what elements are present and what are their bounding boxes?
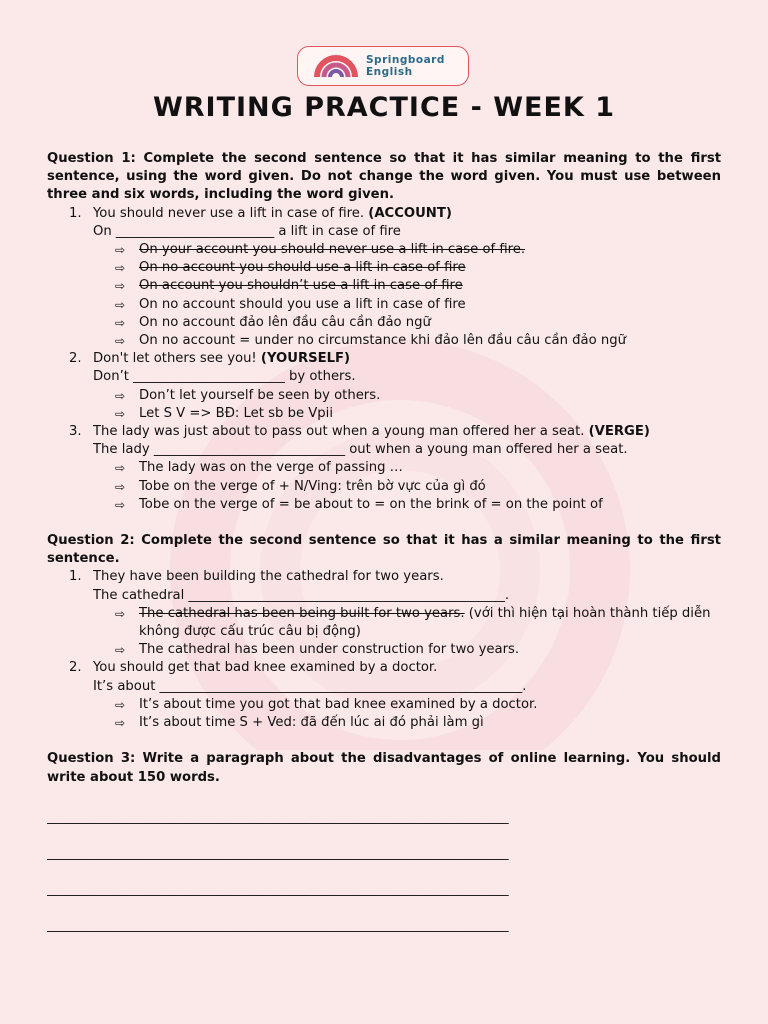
note (47, 277, 721, 295)
note-text: The lady was on the verge of passing … (139, 460, 403, 476)
item-number: 1. (69, 569, 82, 585)
item-prompt-line: Don’t _______________________ by others. (93, 369, 356, 385)
note-text: Let S V => BĐ: Let sb be Vpii (139, 405, 333, 421)
note-text: On your account you should never use a lift in case of fire. (139, 242, 526, 258)
arrow-icon: ⇨ (115, 406, 126, 421)
item-sentence: Don't let others see you! (93, 351, 257, 367)
arrow-icon: ⇨ (115, 388, 126, 403)
note (47, 478, 721, 496)
q1-item-3 (47, 423, 721, 459)
q1-item-1 (47, 205, 721, 241)
arrow-icon: ⇨ (115, 279, 126, 294)
brand-logo (297, 46, 469, 86)
item-prompt-line: It’s about _______________________________________________________. (93, 678, 527, 694)
q2-item-1 (47, 568, 721, 604)
item-sentence: You should never use a lift in case of fire. (93, 205, 365, 221)
logo-line-2: English (366, 66, 413, 78)
rainbow-logo-icon (314, 53, 358, 79)
item-number: 2. (69, 351, 82, 367)
answer-line[interactable]: ______________________________________________________________________ (47, 845, 509, 861)
note-text: It’s about time S + Ved: đã đến lúc ai đó phải làm gì (139, 715, 484, 731)
arrow-icon: ⇨ (115, 497, 126, 512)
item-prompt-line: On ________________________ a lift in case of fire (93, 223, 401, 239)
q2-item-2 (47, 659, 721, 695)
answer-line[interactable]: ______________________________________________________________________ (47, 918, 509, 934)
arrow-icon: ⇨ (115, 243, 126, 258)
note (47, 387, 721, 405)
note-text: Tobe on the verge of = be about to = on the brink of = on the point of (139, 496, 603, 512)
note-text: (với thì hiện tại hoàn thành tiếp diễn không được cấu trúc câu bị động) (139, 605, 711, 640)
note (47, 496, 721, 514)
answer-line[interactable]: ______________________________________________________________________ (47, 882, 509, 898)
logo-line-1: Springboard (366, 54, 445, 66)
note-text: On no account should you use a lift in case of fire (139, 296, 466, 312)
note (47, 314, 721, 332)
arrow-icon: ⇨ (115, 334, 126, 349)
note-text: It’s about time you got that bad knee examined by a doctor. (139, 696, 538, 712)
page-title: WRITING PRACTICE - WEEK 1 (152, 92, 616, 123)
note-struck-text: The cathedral has been being built for two years. (139, 605, 465, 621)
note (47, 241, 721, 259)
note-text: Tobe on the verge of + N/Ving: trên bờ vực của gì đó (139, 478, 486, 494)
item-sentence: The lady was just about to pass out when a young man offered her a seat. (93, 424, 585, 440)
note (47, 459, 721, 477)
note-text: On account you shouldn’t use a lift in case of fire (139, 278, 463, 294)
item-sentence: They have been building the cathedral for two years. (93, 569, 444, 585)
note-text: Don’t let yourself be seen by others. (139, 387, 381, 403)
arrow-icon: ⇨ (115, 297, 126, 312)
arrow-icon: ⇨ (115, 716, 126, 731)
item-prompt-line: The cathedral ________________________________________________. (93, 587, 510, 603)
note (47, 641, 721, 659)
item-number: 1. (69, 205, 82, 221)
arrow-icon: ⇨ (115, 606, 126, 621)
item-sentence: You should get that bad knee examined by a doctor. (93, 660, 438, 676)
arrow-icon: ⇨ (115, 315, 126, 330)
question-2-prompt: Question 2: Complete the second sentence so that it has a similar meaning to the first sentence. (47, 533, 721, 567)
note (47, 332, 721, 350)
item-number: 3. (69, 424, 82, 440)
note (47, 605, 721, 641)
arrow-icon: ⇨ (115, 697, 126, 712)
question-1-prompt: Question 1: Complete the second sentence so that it has similar meaning to the first sentence, using the word given. Do not change the word given. You must use between three and six words, including the word given. (47, 151, 721, 203)
arrow-icon: ⇨ (115, 643, 126, 658)
question-3-prompt: Question 3: Write a paragraph about the disadvantages of online learning. You should write about 150 words. (47, 751, 721, 785)
item-keyword: (VERGE) (588, 424, 650, 440)
note (47, 259, 721, 277)
item-prompt-line: The lady _____________________________ out when a young man offered her a seat. (93, 442, 628, 458)
note-text: On no account = under no circumstance khi đảo lên đầu câu cần đảo ngữ (139, 333, 626, 349)
note-text: On no account đảo lên đầu câu cần đảo ngữ (139, 314, 431, 330)
note (47, 714, 721, 732)
note (47, 696, 721, 714)
arrow-icon: ⇨ (115, 261, 126, 276)
item-number: 2. (69, 660, 82, 676)
note (47, 296, 721, 314)
item-keyword: (ACCOUNT) (368, 205, 452, 221)
answer-line[interactable]: ______________________________________________________________________ (47, 809, 509, 825)
worksheet-content (47, 150, 721, 936)
note-text: The cathedral has been under construction for two years. (139, 642, 520, 658)
note (47, 405, 721, 423)
q1-item-2 (47, 350, 721, 386)
note-text: On no account you should use a lift in case of fire (139, 260, 466, 276)
arrow-icon: ⇨ (115, 461, 126, 476)
item-keyword: (YOURSELF) (260, 351, 351, 367)
arrow-icon: ⇨ (115, 479, 126, 494)
